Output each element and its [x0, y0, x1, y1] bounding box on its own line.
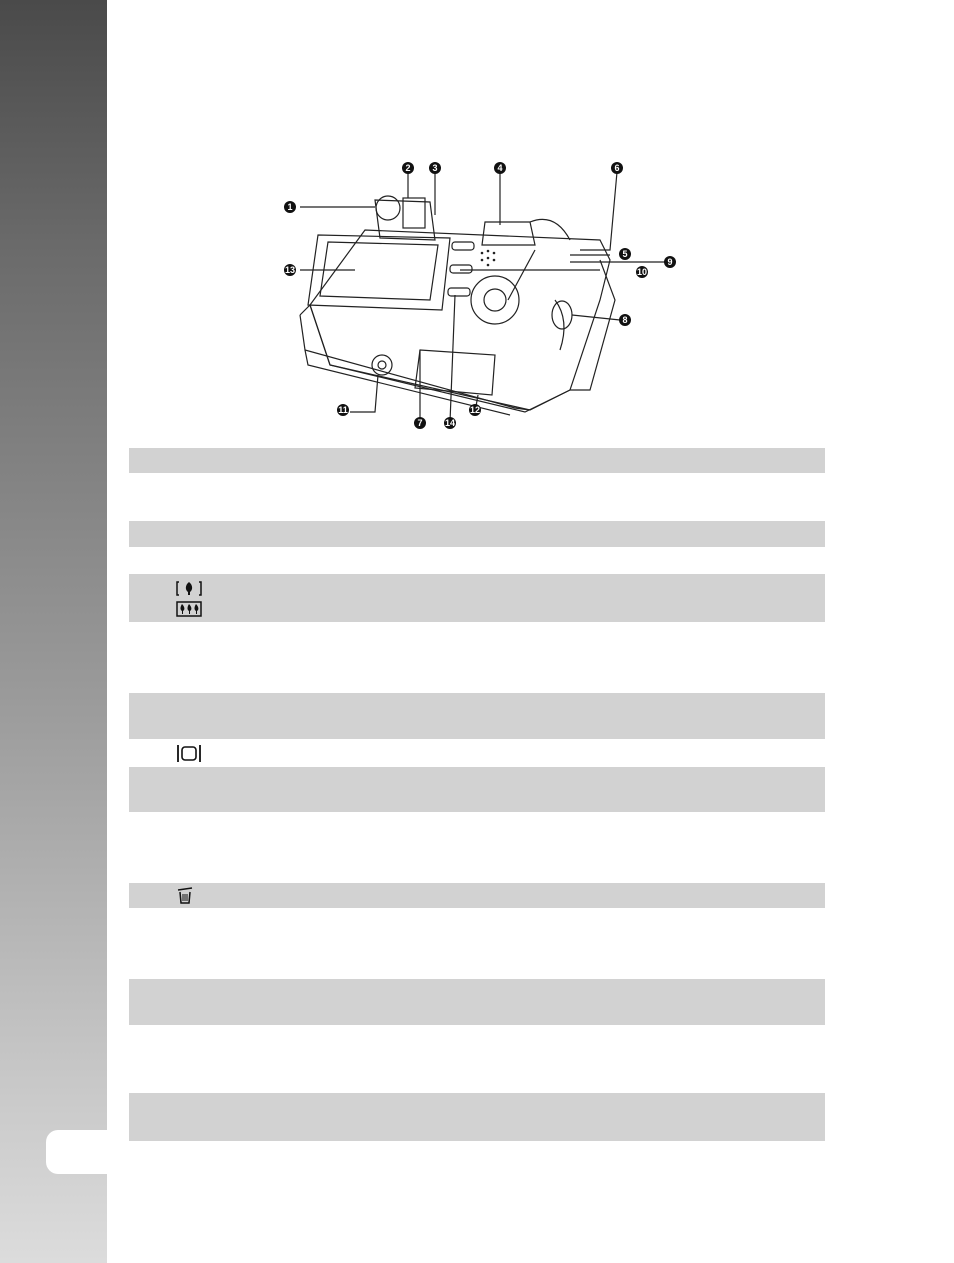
callout-13: 13	[284, 265, 296, 275]
table-row	[129, 693, 825, 739]
callout-8: 8	[622, 315, 628, 325]
callout-10: 10	[636, 267, 648, 277]
table-row	[129, 574, 825, 622]
callout-12: 12	[469, 405, 481, 415]
callout-4: 4	[497, 163, 503, 173]
callout-1: 1	[287, 202, 293, 212]
table-row	[129, 521, 825, 547]
camera-back-illustration	[270, 150, 690, 440]
table-row	[129, 767, 825, 812]
macro-icon	[176, 580, 202, 597]
callout-14: 14	[444, 418, 456, 428]
table-row	[129, 448, 825, 473]
page-number-tab	[46, 1130, 107, 1174]
table-row	[129, 979, 825, 1025]
callout-3: 3	[432, 163, 438, 173]
callout-11: 11	[338, 405, 348, 415]
table-row	[129, 1093, 825, 1141]
callout-9: 9	[667, 257, 673, 267]
callout-6: 6	[614, 163, 620, 173]
trash-icon	[176, 886, 194, 905]
callout-5: 5	[622, 249, 628, 259]
table-row	[129, 883, 825, 908]
callout-7: 7	[417, 418, 423, 428]
callout-2: 2	[405, 163, 411, 173]
display-icon	[176, 744, 202, 763]
side-bar	[0, 0, 107, 1263]
landscape-icon	[176, 601, 202, 617]
